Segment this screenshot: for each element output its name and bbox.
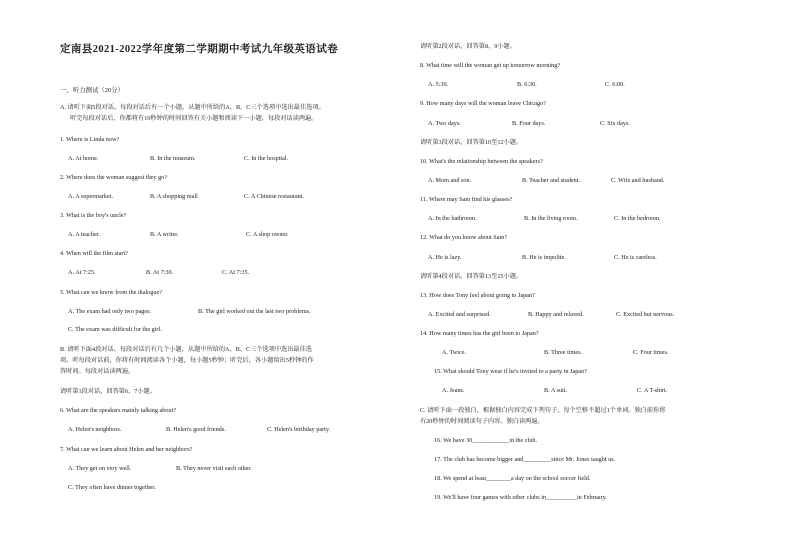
option: C. Excited but nervous. (616, 311, 675, 318)
option: A. Two days. (428, 120, 461, 127)
question: 9. How many days will the woman leave Chicago? (420, 100, 546, 107)
option: C. A Chinese restaurant. (244, 193, 304, 200)
option: B. The girl worked out the last two problems. (198, 308, 311, 315)
option: A. A teacher. (68, 231, 100, 238)
option: B. Happy and relaxed. (528, 311, 584, 318)
option: C. Wife and husband. (611, 177, 665, 184)
option: A. A supermarket. (68, 193, 114, 200)
fill-blank-question: 19. We'll have four games with other clubs in__________in February. (434, 494, 607, 501)
question: 6. What are the speakers mainly talking about? (60, 407, 177, 414)
question: 2. Where does the woman suggest they go? (60, 174, 168, 181)
option: B. 6:30. (517, 81, 537, 88)
option: A. In the bathroom. (428, 215, 477, 222)
option: C. Helen's birthday party. (267, 426, 331, 433)
part-b-instructions: B. 请听下面4段对话。每段对话后有几个小题，从题中所给的A、B、C三个选项中选出最佳选 (60, 346, 312, 353)
question: 10. What's the relationship between the speakers? (420, 158, 543, 165)
dialogue-heading: 请听第2段对话，回答第8、9小题。 (420, 43, 516, 50)
question: 13. How does Tony feel about going to Japan? (420, 292, 535, 299)
dialogue-heading: 请听第3段对话，回答第10至12小题。 (420, 139, 523, 146)
option: B. He is impolite. (522, 254, 566, 261)
question: 8. What time will the woman get up tomorrow morning? (420, 62, 561, 69)
part-a-instructions: 听完每段对话后，你都将有10秒钟的时间回答有关小题和阅读下一小题。每段对话读两遍。 (70, 115, 318, 122)
question: 12. What do you know about Sam? (420, 234, 508, 241)
fill-blank-question: 18. We spend at least________a day on the school soccer field. (434, 475, 591, 482)
option: C. A T-shirt. (637, 387, 668, 394)
option: C. In the bedroom. (614, 215, 661, 222)
option: C. They often have dinner together. (68, 484, 156, 491)
option: C. A shop owner. (246, 231, 289, 238)
option: A. At home. (68, 155, 99, 162)
option: C. 6:00. (605, 81, 625, 88)
exam-title: 定南县2021-2022学年度第二学期期中考试九年级英语试卷 (60, 44, 338, 55)
dialogue-heading: 请听第4段对话，回答第13至15小题。 (420, 273, 523, 280)
option: B. A writer. (150, 231, 179, 238)
question: 11. Where may Sam find his glasses? (420, 196, 513, 203)
option: A. He is lazy. (428, 254, 462, 261)
option: B. They never visit each other. (176, 465, 252, 472)
question: 15. What should Tony wear if he's invited to a party in Japan? (434, 368, 587, 375)
option: C. Four times. (633, 349, 669, 356)
dialogue-heading: 请听第1段对话，回答第6、7小题。 (60, 388, 156, 395)
option: A. Excited and surprised. (428, 311, 491, 318)
option: A. Jeans. (442, 387, 465, 394)
option: C. The exam was difficult for the girl. (68, 326, 162, 333)
option: B. In the living room. (524, 215, 578, 222)
option: A. Twice. (442, 349, 467, 356)
option: B. In the museum. (150, 155, 196, 162)
question: 14. How many times has the girl been to Japan? (420, 330, 539, 337)
fill-blank-question: 16. We have 30____________in the club. (434, 437, 538, 444)
part-c-instructions: 有20秒钟的时间阅读句子内容。独白读两遍。 (420, 418, 544, 425)
part-c-instructions: C. 请听下面一段独白，根据独白内容完成下列句子，每个空格不超过1个单词。独白前你将 (420, 407, 666, 414)
question: 5. What can we know from the dialogue? (60, 289, 162, 296)
part-b-instructions: 项。听每段对话前，你将有时间阅读各个小题，每小题5秒钟；听完后，各小题给出5秒钟的作 (60, 357, 314, 364)
option: A. At 7:25. (68, 269, 96, 276)
option: B. Three times. (544, 349, 583, 356)
option: B. Teacher and student. (522, 177, 581, 184)
question: 7. What can we learn about Helen and her neighbors? (60, 446, 193, 453)
option: A. 5:30. (428, 81, 449, 88)
option: C. At 7:35. (222, 269, 250, 276)
question: 1. Where is Linda now? (60, 136, 120, 143)
part-a-instructions: A. 请听下面5段对话。每段对话后有一个小题，从题中所给的A、B、C三个选项中选出最佳选项。 (60, 104, 325, 111)
option: A. Helen's neighbors. (68, 426, 122, 433)
option: B. A suit. (544, 387, 568, 394)
option: C. He is careless. (614, 254, 657, 261)
part-b-instructions: 答时间。每段对话读两遍。 (60, 368, 135, 375)
option: C. In the hospital. (244, 155, 289, 162)
option: B. Four days. (512, 120, 546, 127)
question: 3. What is the boy's uncle? (60, 212, 127, 219)
fill-blank-question: 17. The club has become bigger and_________since Mr. Jones taught us. (434, 456, 616, 463)
option: C. Six days. (600, 120, 630, 127)
question: 4. When will the film start? (60, 250, 128, 257)
option: A. They get on very well. (68, 465, 132, 472)
section-heading: 一、听力测试（20分） (60, 87, 124, 94)
option: B. Helen's good friends. (166, 426, 226, 433)
option: B. A shopping mall (150, 193, 198, 200)
option: A. The exam had only two pages. (68, 308, 152, 315)
option: A. Mom and son. (428, 177, 472, 184)
option: B. At 7:30. (146, 269, 174, 276)
